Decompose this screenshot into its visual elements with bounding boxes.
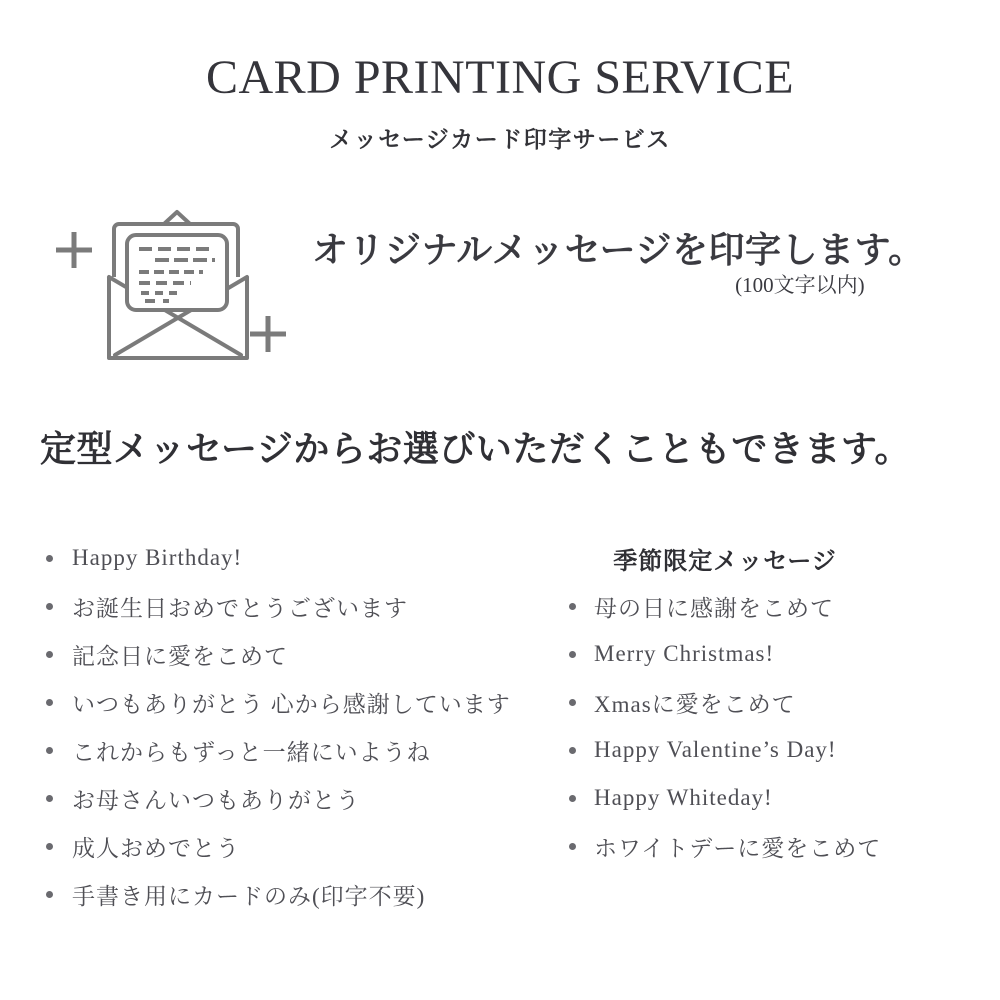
bullet-icon <box>46 699 53 706</box>
intro-note: (100文字以内) <box>735 273 865 298</box>
page-title: CARD PRINTING SERVICE <box>205 51 795 104</box>
bullet-icon <box>569 699 576 706</box>
list-item <box>46 870 511 918</box>
bullet-icon <box>569 651 576 658</box>
list-item <box>565 774 885 822</box>
list-item-label: Merry Christmas! <box>594 641 775 666</box>
list-item-label: お誕生日おめでとうございます <box>72 595 408 621</box>
list-item <box>565 582 885 630</box>
list-item <box>46 582 511 630</box>
list-item <box>46 534 511 582</box>
bullet-icon <box>46 603 53 610</box>
list-item-label: Happy Whiteday! <box>594 785 773 810</box>
list-item-label: これからもずっと一緒にいようね <box>72 739 431 765</box>
list-item-label: ホワイトデーに愛をこめて <box>594 835 882 861</box>
bullet-icon <box>46 843 53 850</box>
preset-heading: 定型メッセージからお選びいただくこともできます。 <box>40 429 911 469</box>
bullet-icon <box>569 795 576 802</box>
list-item-label: 手書き用にカードのみ(印字不要) <box>72 883 426 909</box>
list-item <box>565 630 885 678</box>
list-item-label: お母さんいつもありがとう <box>72 787 360 813</box>
seasonal-list-header: 季節限定メッセージ <box>613 548 837 575</box>
list-item <box>565 726 885 774</box>
list-item <box>46 774 511 822</box>
list-item-label: Happy Valentine’s Day! <box>594 737 837 762</box>
bullet-icon <box>569 603 576 610</box>
bullet-icon <box>569 747 576 754</box>
list-item-label: Happy Birthday! <box>72 545 243 570</box>
standard-message-list <box>46 534 511 918</box>
bullet-icon <box>46 795 53 802</box>
list-item <box>565 678 885 726</box>
bullet-icon <box>46 891 53 898</box>
list-item <box>46 630 511 678</box>
list-item <box>46 726 511 774</box>
list-item <box>46 822 511 870</box>
intro-section <box>55 205 925 375</box>
page-subtitle: メッセージカード印字サービス <box>329 127 671 152</box>
bullet-icon <box>46 747 53 754</box>
list-item <box>565 822 885 870</box>
bullet-icon <box>46 555 53 562</box>
intro-message: オリジナルメッセージを印字します。 <box>312 230 925 270</box>
envelope-card-icon <box>55 205 290 375</box>
list-item-label: 記念日に愛をこめて <box>72 643 288 669</box>
bullet-icon <box>46 651 53 658</box>
seasonal-message-list <box>565 534 885 870</box>
list-item-label: 成人おめでとう <box>72 835 240 861</box>
list-item-label: Xmasに愛をこめて <box>594 691 796 717</box>
list-item <box>46 678 511 726</box>
list-item-label: いつもありがとう 心から感謝しています <box>72 691 511 717</box>
intro-text <box>312 205 925 298</box>
list-item-label: 母の日に感謝をこめて <box>594 595 834 621</box>
bullet-icon <box>569 843 576 850</box>
